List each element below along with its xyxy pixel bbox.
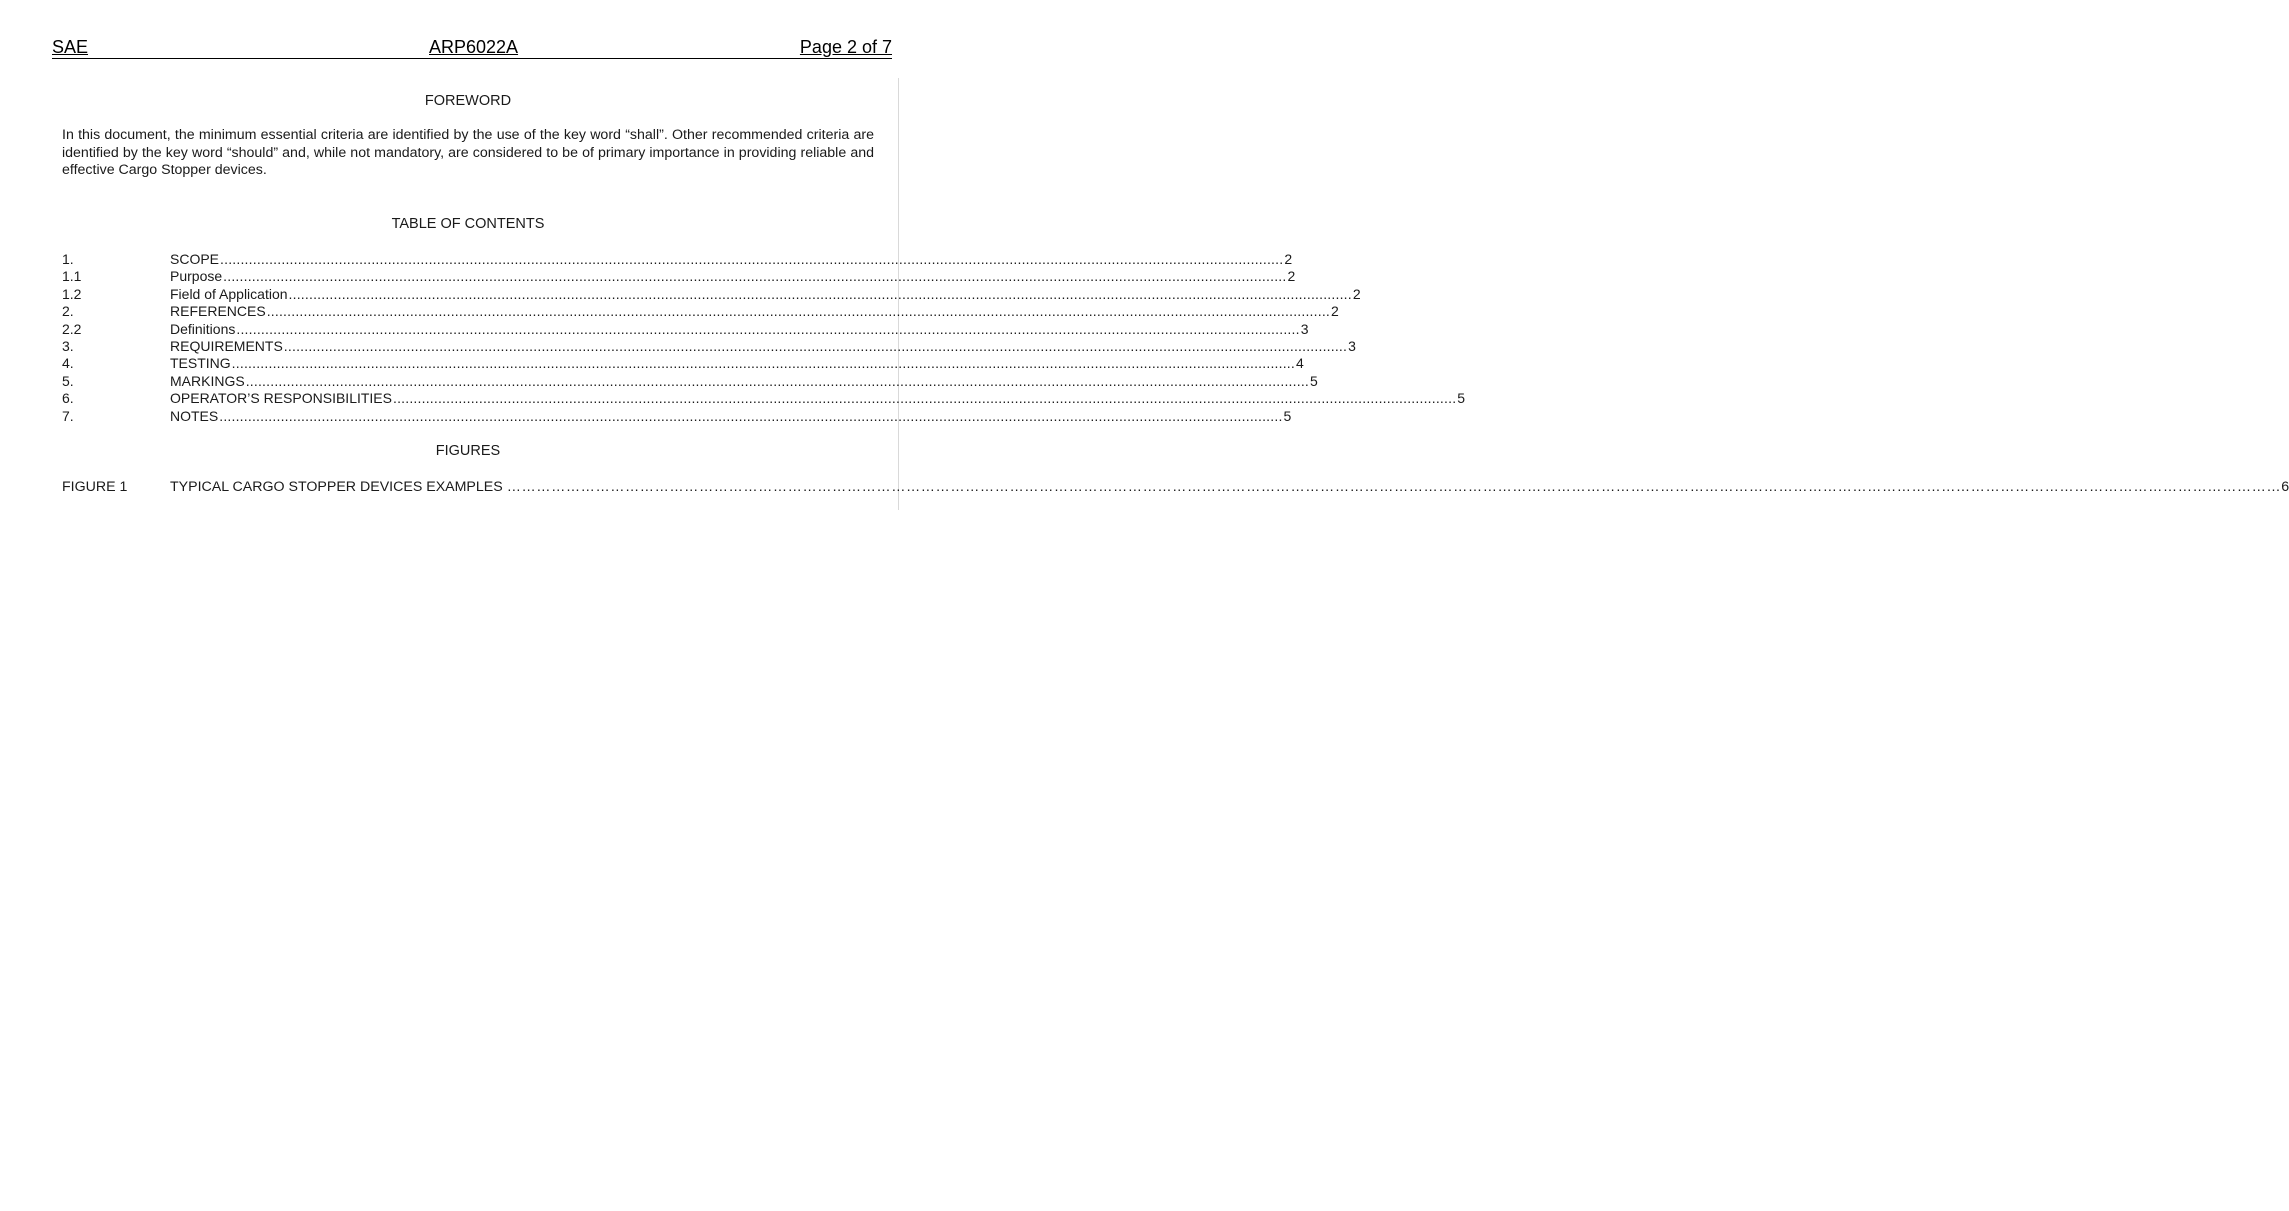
toc-entry-number: 5. <box>62 372 74 389</box>
toc-entry-label: SCOPE <box>170 251 220 267</box>
toc-entry[interactable] <box>62 285 1361 303</box>
toc-entry-label: REQUIREMENTS <box>170 337 283 354</box>
toc-entry[interactable] <box>62 355 1304 372</box>
toc-entry-page: 3 <box>1348 337 1356 354</box>
dot-leader: .................................................................................................................................................................................................................................................................... <box>220 251 1284 267</box>
header-organization: SAE <box>52 37 89 57</box>
figure-entry-label: TYPICAL CARGO STOPPER DEVICES EXAMPLES <box>170 479 503 495</box>
toc-entry-label: Purpose <box>170 268 223 285</box>
dot-leader: .................................................................................................................................................................................................................................................................... <box>266 303 1330 320</box>
dot-leader: .................................................................................................................................................................................................................................................................... <box>219 407 1283 424</box>
toc-entry[interactable] <box>62 268 1296 285</box>
toc-entry-page: 5 <box>1457 390 1466 407</box>
toc-entry-page: 5 <box>1310 372 1318 389</box>
dot-leader: .................................................................................................................................................................................................................................................................... <box>231 355 1295 372</box>
toc-entry-page: 2 <box>1352 285 1361 302</box>
dot-leader: .................................................................................................................................................................................................................................................................... <box>392 390 1457 407</box>
toc-entry-number: 2. <box>62 303 74 320</box>
toc-entry-number: 7. <box>62 407 74 424</box>
toc-entry-page: 5 <box>1283 407 1292 424</box>
toc-entry[interactable] <box>62 320 1309 338</box>
dot-leader: .................................................................................................................................................................................................................................................................... <box>283 337 1348 354</box>
toc-entry-label: Field of Application <box>170 285 288 302</box>
header-page-number: Page 2 of 7 <box>799 37 892 57</box>
toc-entry-label: NOTES <box>170 407 219 424</box>
toc-title: TABLE OF CONTENTS <box>391 216 545 232</box>
toc-entry-page: 2 <box>1287 268 1296 285</box>
toc-entry-page: 3 <box>1300 320 1309 337</box>
figures-title: FIGURES <box>435 443 501 459</box>
figure-entry[interactable] <box>62 478 2289 496</box>
toc-entry-number: 1.2 <box>62 285 82 302</box>
toc-entry-number: 6. <box>62 390 74 407</box>
toc-entry-label: MARKINGS <box>170 372 245 389</box>
toc-entry[interactable] <box>62 251 1293 268</box>
toc-entry-page: 2 <box>1331 303 1339 320</box>
dot-leader: .................................................................................................................................................................................................................................................................... <box>223 268 1287 285</box>
page-header <box>52 36 892 59</box>
toc-entry-page: 2 <box>1284 251 1293 267</box>
toc-entry-label: REFERENCES <box>170 303 266 320</box>
figure-entry-number: FIGURE 1 <box>62 479 128 495</box>
dot-leader: .................................................................................................................................................................................................................................................................... <box>288 285 1352 302</box>
dot-leader: .................................................................................................................................................................................................................................................................... <box>245 372 1309 389</box>
toc-entry-label: Definitions <box>170 320 236 337</box>
toc-entry-label: OPERATOR’S RESPONSIBILITIES <box>170 390 392 407</box>
toc-entry[interactable] <box>62 407 1292 425</box>
toc-entry-number: 4. <box>62 355 74 372</box>
dot-leader: ……………………………………………………………………………………………………………………………………………………………………………………………………………………………………………………………………………………………………………………………… <box>506 479 2282 495</box>
foreword-title: FOREWORD <box>424 93 512 109</box>
toc-entry-label: TESTING <box>170 355 231 372</box>
toc-entry[interactable] <box>62 372 1318 390</box>
toc-entry-number: 3. <box>62 337 74 354</box>
figure-entry-page: 6 <box>2281 479 2289 495</box>
dot-leader: .................................................................................................................................................................................................................................................................... <box>236 320 1300 337</box>
toc-entry-number: 2.2 <box>62 320 82 337</box>
foreword-text: In this document, the minimum essential criteria are identified by the use of the key word “shall”. Other recommended criteria are identified by the key word “should” and, while not mandatory, are considered to be of primary importance in providing reliable and effective Cargo Stopper devices. <box>62 127 874 178</box>
toc-entry[interactable] <box>62 390 1466 407</box>
toc-entry-page: 4 <box>1295 355 1304 372</box>
table-of-contents <box>62 251 1466 425</box>
toc-entry-number: 1.1 <box>62 268 82 285</box>
toc-entry[interactable] <box>62 337 1356 355</box>
toc-entry[interactable] <box>62 303 1339 320</box>
toc-entry-number: 1. <box>62 251 74 267</box>
header-document-number: ARP6022A <box>429 37 519 57</box>
